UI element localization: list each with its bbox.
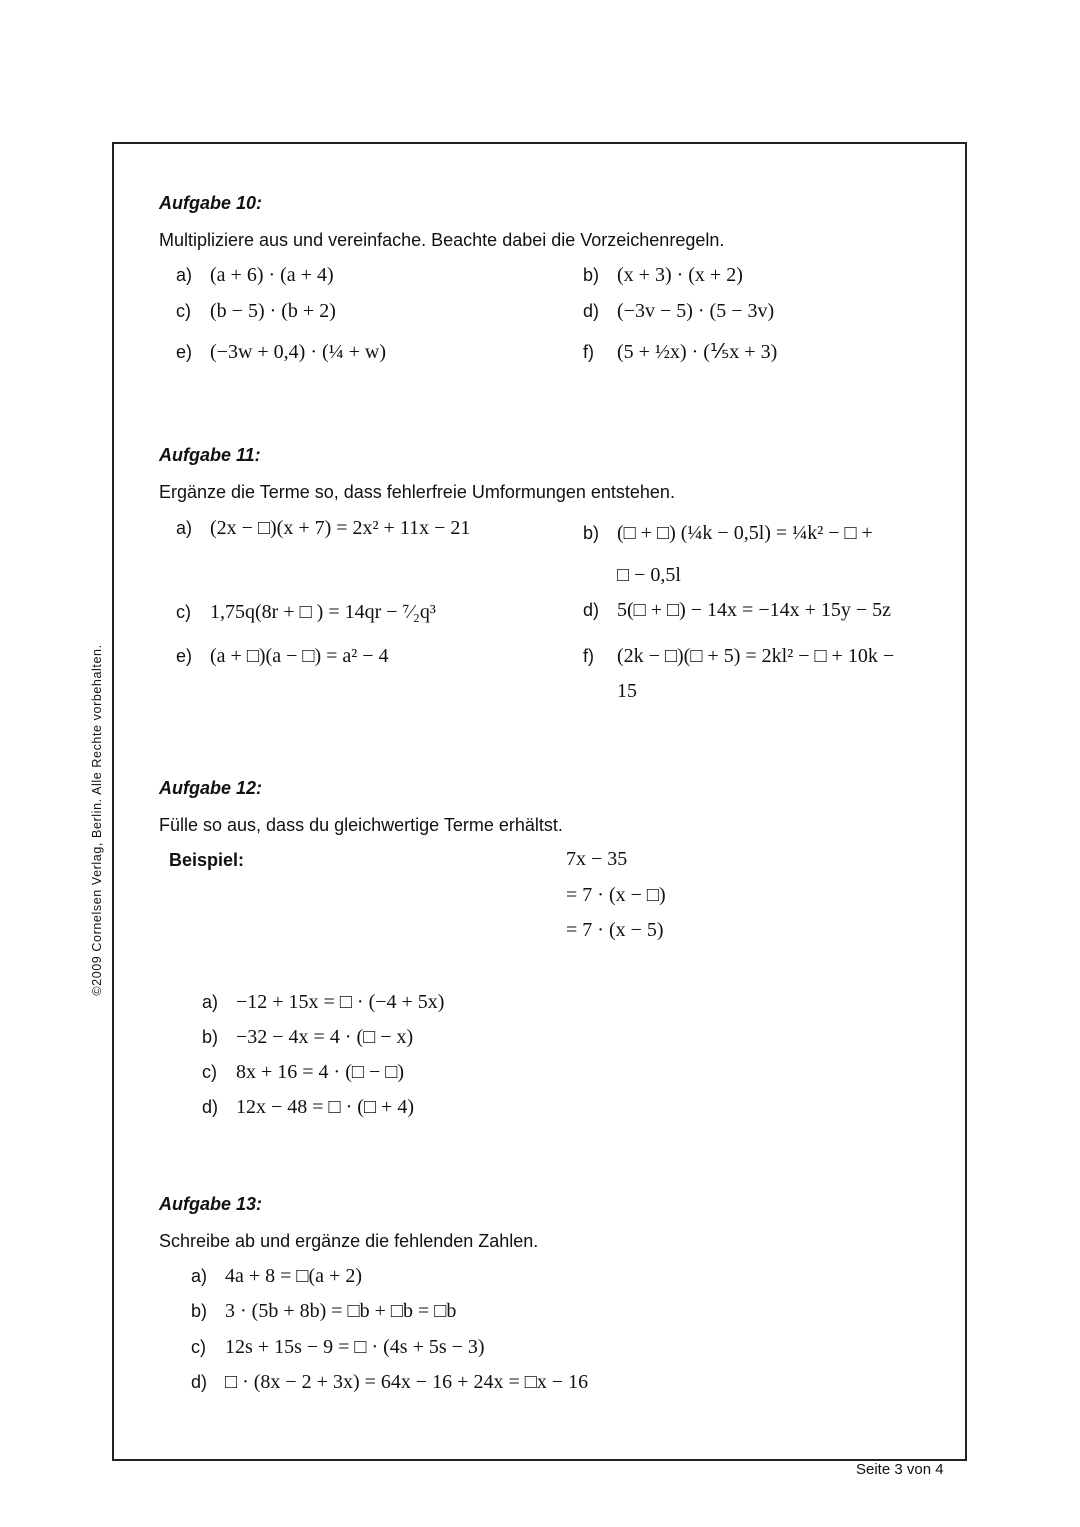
task-11-item — [176, 601, 436, 625]
item-expression: 4a + 8 = □(a + 2) — [225, 1265, 362, 1287]
item-label: e) — [176, 646, 193, 666]
copyright-notice: ©2009 Cornelsen Verlag, Berlin. Alle Rechte vorbehalten. — [90, 644, 104, 996]
example-line: = 7 · (x − □) — [566, 884, 666, 906]
task-13-item — [191, 1371, 588, 1395]
task-11-item — [583, 599, 891, 623]
item-label: a) — [191, 1266, 208, 1286]
item-label: e) — [176, 342, 193, 362]
task-13-item — [191, 1265, 362, 1289]
task-10-instruction: Multipliziere aus und vereinfache. Beachte dabei die Vorzeichenregeln. — [159, 230, 725, 250]
example-label: Beispiel: — [169, 850, 245, 870]
item-label: a) — [176, 265, 193, 285]
task-10-item — [583, 264, 743, 288]
task-13-item — [191, 1336, 485, 1360]
item-expression: 12s + 15s − 9 = □ · (4s + 5s − 3) — [225, 1336, 485, 1358]
item-expression: −32 − 4x = 4 · (□ − x) — [236, 1026, 414, 1048]
task-10-item — [176, 264, 334, 288]
task-12-item — [202, 1096, 414, 1120]
item-label: a) — [202, 992, 219, 1012]
item-expression-continuation: 15 — [617, 680, 637, 702]
example-line: 7x − 35 — [566, 848, 628, 870]
task-13-item — [191, 1300, 456, 1324]
item-label: b) — [583, 265, 600, 285]
item-expression: (5 + ½x) · (⅕x + 3) — [617, 341, 778, 363]
item-label: d) — [583, 301, 600, 321]
item-label: d) — [583, 600, 600, 620]
task-11-item — [583, 522, 873, 546]
content-frame — [112, 142, 967, 1461]
item-label: c) — [176, 602, 191, 622]
item-label: b) — [202, 1027, 219, 1047]
task-13-instruction: Schreibe ab und ergänze die fehlenden Zahlen. — [159, 1231, 539, 1251]
item-label: b) — [583, 523, 600, 543]
item-label: a) — [176, 518, 193, 538]
item-label: f) — [583, 342, 594, 362]
task-11-title: Aufgabe 11: — [159, 445, 261, 465]
item-expression: (2x − □)(x + 7) = 2x² + 11x − 21 — [210, 517, 471, 539]
task-12-item — [202, 991, 444, 1015]
task-12-title: Aufgabe 12: — [159, 778, 263, 798]
task-10-item — [583, 341, 777, 365]
item-expression: 1,75q(8r + □ ) = 14qr − ⁷⁄₂q³ — [210, 601, 436, 623]
item-expression: 3 · (5b + 8b) = □b + □b = □b — [225, 1300, 457, 1322]
item-expression: (2k − □)(□ + 5) = 2kl² − □ + 10k − — [617, 645, 895, 667]
item-expression: □ · (8x − 2 + 3x) = 64x − 16 + 24x = □x − 16 — [225, 1371, 589, 1393]
task-10-title: Aufgabe 10: — [159, 193, 263, 213]
item-expression: (b − 5) · (b + 2) — [210, 300, 336, 322]
task-12-item — [202, 1026, 413, 1050]
item-expression: −12 + 15x = □ · (−4 + 5x) — [236, 991, 445, 1013]
task-11-item — [583, 645, 894, 669]
item-expression-continuation: □ − 0,5l — [617, 564, 681, 586]
item-expression: (−3w + 0,4) · (¼ + w) — [210, 341, 387, 363]
item-label: b) — [191, 1301, 208, 1321]
item-expression: 8x + 16 = 4 · (□ − □) — [236, 1061, 404, 1083]
item-expression: (a + 6) · (a + 4) — [210, 264, 334, 286]
task-11-item — [176, 645, 389, 669]
example-line: = 7 · (x − 5) — [566, 919, 664, 941]
task-11-instruction: Ergänze die Terme so, dass fehlerfreie Umformungen entstehen. — [159, 482, 675, 502]
item-expression: (a + □)(a − □) = a² − 4 — [210, 645, 389, 667]
item-label: c) — [176, 301, 191, 321]
item-expression: (−3v − 5) · (5 − 3v) — [617, 300, 775, 322]
item-label: f) — [583, 646, 594, 666]
item-expression: (x + 3) · (x + 2) — [617, 264, 743, 286]
task-12-instruction: Fülle so aus, dass du gleichwertige Terme erhältst. — [159, 815, 563, 835]
item-label: c) — [191, 1337, 206, 1357]
item-label: d) — [202, 1097, 219, 1117]
item-expression: (□ + □) (¼k − 0,5l) = ¼k² − □ + — [617, 522, 873, 544]
page-number: Seite 3 von 4 — [856, 1461, 944, 1478]
item-label: c) — [202, 1062, 217, 1082]
item-expression: 5(□ + □) − 14x = −14x + 15y − 5z — [617, 599, 892, 621]
task-13-title: Aufgabe 13: — [159, 1194, 263, 1214]
task-10-item — [176, 300, 336, 324]
item-label: d) — [191, 1372, 208, 1392]
task-10-item — [176, 341, 386, 365]
task-10-item — [583, 300, 774, 324]
item-expression: 12x − 48 = □ · (□ + 4) — [236, 1096, 414, 1118]
task-12-item — [202, 1061, 404, 1085]
task-11-item — [176, 517, 470, 541]
